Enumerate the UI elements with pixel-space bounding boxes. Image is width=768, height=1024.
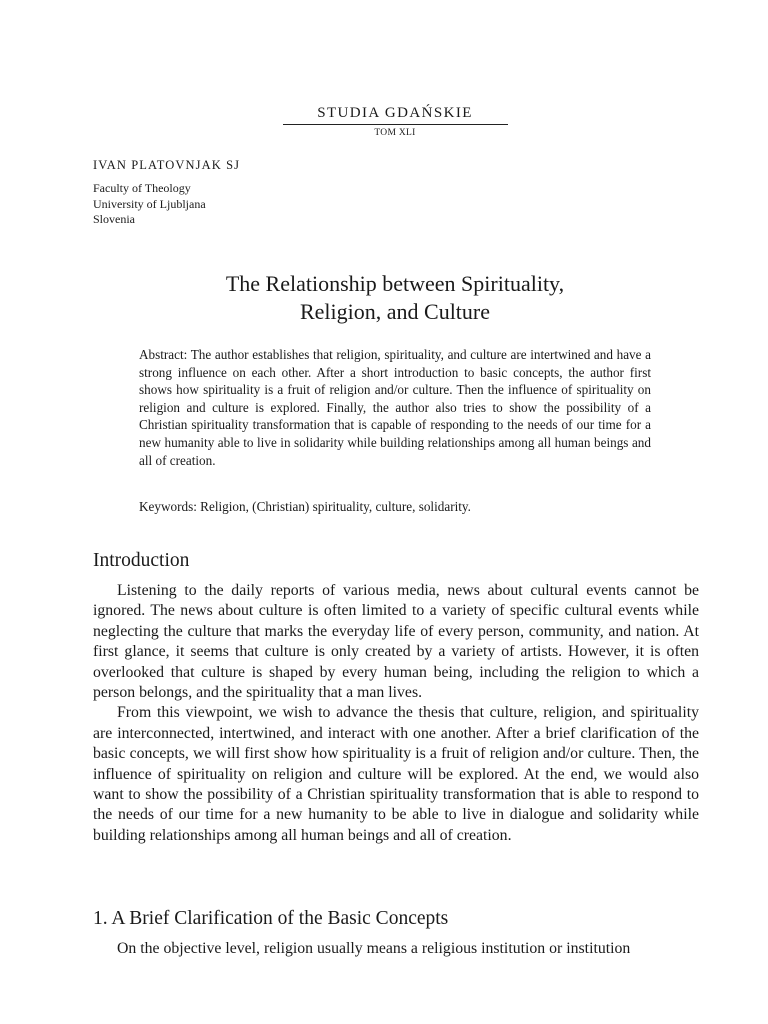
paragraph: From this viewpoint, we wish to advance the thesis that culture, religion, and spirituality are interconnected, intertwined, and interact with one another. After a brief clarification of the basic concepts, we will first show how spirituality is a fruit of religion and/or culture. Then, the influence of spirituality on religion and culture will be explored. At the end, we would also want to show the possibility of a Christian spirituality transformation that is able to respond to the needs of our time for a new humanity to be able to live in dialogue and solidarity while building relationships among all human beings and all of creation.	[93, 704, 699, 844]
keywords: Keywords: Religion, (Christian) spirituality, culture, solidarity.	[139, 499, 471, 514]
author-name: IVAN PLATOVNJAK SJ	[93, 158, 241, 172]
introduction-body	[93, 581, 699, 846]
paragraph: On the objective level, religion usually means a religious institution or institution	[117, 940, 631, 957]
introduction-heading: Introduction	[93, 550, 190, 571]
paragraph: Listening to the daily reports of various media, news about cultural events cannot be ignored. The news about culture is often limited to a variety of specific cultural events while neglecting the culture that marks the everyday life of every person, community, and nation. At first glance, it seems that culture is only created by a variety of artists. However, it is often overlooked that culture is shaped by every human being, including the religion to which a person belongs, and the spirituality that a man lives.	[93, 582, 699, 702]
title-line: Religion, and Culture	[299, 299, 491, 324]
affiliation-line: Slovenia	[93, 212, 135, 226]
author-affiliation	[93, 181, 206, 228]
journal-volume: TOM XLI	[374, 128, 416, 138]
affiliation-line: University of Ljubljana	[93, 196, 206, 211]
article-title	[0, 270, 768, 326]
affiliation-line: Faculty of Theology	[93, 181, 191, 195]
journal-name: STUDIA GDAŃSKIE	[317, 105, 473, 121]
title-line: The Relationship between Spirituality,	[225, 271, 565, 296]
abstract: Abstract: The author establishes that religion, spirituality, and culture are intertwined and have a strong influence on each other. After a short introduction to basic concepts, the author first shows how spirituality is a fruit of religion and/or culture. Then the influence of spirituality on religion and culture is explored. Finally, the author also tries to show the possibility of a Christian spirituality transformation that is capable of responding to the needs of our time for a new humanity able to live in solidarity while building relationships among all human beings and all of creation.	[139, 347, 651, 468]
section-body	[93, 939, 699, 959]
section-heading: 1. A Brief Clarification of the Basic Concepts	[93, 908, 449, 929]
journal-divider	[283, 124, 508, 125]
